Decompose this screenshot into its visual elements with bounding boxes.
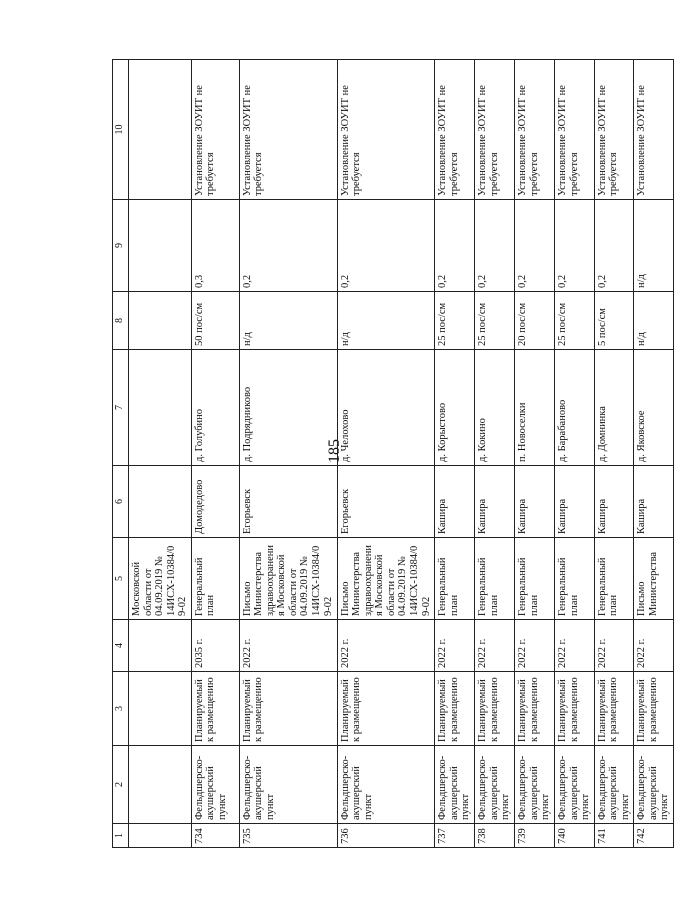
- cell-district: Кашира: [435, 466, 475, 538]
- cell-type: Фельдшерско-акушерский пункт: [515, 746, 555, 824]
- cell-year: 2022 г.: [634, 620, 674, 672]
- cell-district: Домодедово: [191, 466, 239, 538]
- cell-type: Фельдшерско-акушерский пункт: [555, 746, 595, 824]
- cell-document: Письмо Министерства здравоохранения Московской области от 04.09.2019 № 14ИСХ-10384/09-02: [239, 538, 337, 620]
- cell-capacity: [129, 292, 192, 350]
- cell-year: 2035 г.: [191, 620, 239, 672]
- cell-status: Планируемый к размещению: [555, 672, 595, 746]
- cell-document: Генеральный план: [515, 538, 555, 620]
- header-cell: 10: [113, 60, 129, 200]
- cell-zone: [129, 60, 192, 200]
- cell-status: Планируемый к размещению: [475, 672, 515, 746]
- cell-number: 738: [475, 824, 515, 848]
- cell-area: 0,2: [475, 200, 515, 292]
- cell-document: Письмо Министерства здравоохранения Московской области от 04.09.2019 № 14ИСХ-10384/09-02: [337, 538, 434, 620]
- cell-district: Кашира: [475, 466, 515, 538]
- cell-year: 2022 г.: [337, 620, 434, 672]
- cell-number: 742: [634, 824, 674, 848]
- header-cell: 8: [113, 292, 129, 350]
- cell-place: д. Барабаново: [555, 350, 595, 466]
- cell-year: [129, 620, 192, 672]
- cell-type: Фельдшерско-акушерский пункт: [191, 746, 239, 824]
- cell-type: [129, 746, 192, 824]
- cell-status: Планируемый к размещению: [435, 672, 475, 746]
- table-row: [435, 60, 475, 848]
- cell-capacity: 20 пос/см: [515, 292, 555, 350]
- cell-capacity: н/д: [634, 292, 674, 350]
- cell-capacity: 25 пос/см: [475, 292, 515, 350]
- table-row: [555, 60, 595, 848]
- cell-capacity: 50 пос/см: [191, 292, 239, 350]
- cell-area: 0,2: [515, 200, 555, 292]
- cell-number: 735: [239, 824, 337, 848]
- cell-status: Планируемый к размещению: [594, 672, 634, 746]
- cell-place: д. Домнинка: [594, 350, 634, 466]
- cell-place: д. Корыстово: [435, 350, 475, 466]
- cell-year: 2022 г.: [435, 620, 475, 672]
- cell-type: Фельдшерско-акушерский пункт: [435, 746, 475, 824]
- cell-document: Генеральный план: [594, 538, 634, 620]
- cell-zone: Установление ЗОУИТ не требуется: [594, 60, 634, 200]
- header-cell: 9: [113, 200, 129, 292]
- cell-type: Фельдшерско-акушерский пункт: [337, 746, 434, 824]
- cell-year: 2022 г.: [515, 620, 555, 672]
- cell-zone: Установление ЗОУИТ не требуется: [515, 60, 555, 200]
- cell-status: [129, 672, 192, 746]
- cell-zone: Установление ЗОУИТ не требуется: [475, 60, 515, 200]
- cell-area: 0,2: [555, 200, 595, 292]
- cell-number: 734: [191, 824, 239, 848]
- cell-number: [129, 824, 192, 848]
- cell-area: 0,2: [239, 200, 337, 292]
- cell-district: Кашира: [515, 466, 555, 538]
- cell-district: Кашира: [634, 466, 674, 538]
- header-cell: 4: [113, 620, 129, 672]
- cell-zone: Установление ЗОУИТ не: [634, 60, 674, 200]
- cell-capacity: 25 пос/см: [435, 292, 475, 350]
- table-rotation-frame: [112, 60, 671, 848]
- header-cell: 2: [113, 746, 129, 824]
- cell-capacity: н/д: [239, 292, 337, 350]
- facilities-table: [112, 59, 674, 848]
- cell-status: Планируемый к размещению: [239, 672, 337, 746]
- cell-district: [129, 466, 192, 538]
- rotated-table-container: [112, 60, 671, 848]
- cell-area: 0,2: [594, 200, 634, 292]
- cell-year: 2022 г.: [555, 620, 595, 672]
- cell-area: н/д: [634, 200, 674, 292]
- cell-number: 740: [555, 824, 595, 848]
- cell-capacity: н/д: [337, 292, 434, 350]
- header-cell: 1: [113, 824, 129, 848]
- cell-document: Генеральный план: [435, 538, 475, 620]
- cell-document: Генеральный план: [475, 538, 515, 620]
- cell-type: Фельдшерско-акушерский пункт: [239, 746, 337, 824]
- cell-district: Кашира: [594, 466, 634, 538]
- cell-document: Московской области от 04.09.2019 № 14ИСХ-10384/09-02: [129, 538, 192, 620]
- cell-zone: Установление ЗОУИТ не требуется: [191, 60, 239, 200]
- cell-area: 0,2: [435, 200, 475, 292]
- header-cell: 3: [113, 672, 129, 746]
- cell-zone: Установление ЗОУИТ не требуется: [435, 60, 475, 200]
- cell-number: 741: [594, 824, 634, 848]
- table-row: [239, 60, 337, 848]
- cell-document: Генеральный план: [555, 538, 595, 620]
- cell-type: Фельдшерско-акушерский пункт: [634, 746, 674, 824]
- cell-zone: Установление ЗОУИТ не требуется: [555, 60, 595, 200]
- cell-place: п. Новоселки: [515, 350, 555, 466]
- cell-district: Егорьевск: [239, 466, 337, 538]
- cell-year: 2022 г.: [475, 620, 515, 672]
- cell-zone: Установление ЗОУИТ не требуется: [239, 60, 337, 200]
- table-row: [594, 60, 634, 848]
- cell-status: Планируемый к размещению: [634, 672, 674, 746]
- cell-document: Генеральный план: [191, 538, 239, 620]
- cell-year: 2022 г.: [594, 620, 634, 672]
- cell-capacity: 5 пос/см: [594, 292, 634, 350]
- cell-number: 736: [337, 824, 434, 848]
- header-cell: 5: [113, 538, 129, 620]
- header-cell: 7: [113, 350, 129, 466]
- cell-status: Планируемый к размещению: [515, 672, 555, 746]
- cell-status: Планируемый к размещению: [337, 672, 434, 746]
- cell-number: 739: [515, 824, 555, 848]
- cell-document: Письмо Министерства: [634, 538, 674, 620]
- cell-place: д. Голубино: [191, 350, 239, 466]
- cell-district: Егорьевск: [337, 466, 434, 538]
- cell-place: д. Челохово: [337, 350, 434, 466]
- cell-place: д. Кокино: [475, 350, 515, 466]
- cell-place: д. Яковское: [634, 350, 674, 466]
- cell-year: 2022 г.: [239, 620, 337, 672]
- page-number: 185: [326, 439, 343, 463]
- cell-number: 737: [435, 824, 475, 848]
- cell-zone: Установление ЗОУИТ не требуется: [337, 60, 434, 200]
- cell-district: Кашира: [555, 466, 595, 538]
- cell-area: 0,3: [191, 200, 239, 292]
- table-header-row: [113, 60, 129, 848]
- cell-type: Фельдшерско-акушерский пункт: [475, 746, 515, 824]
- cell-place: [129, 350, 192, 466]
- table-row: [337, 60, 434, 848]
- table-row: [515, 60, 555, 848]
- table-row: [129, 60, 192, 848]
- cell-place: д. Подрядниково: [239, 350, 337, 466]
- cell-area: [129, 200, 192, 292]
- table-row: [191, 60, 239, 848]
- cell-type: Фельдшерско-акушерский пункт: [594, 746, 634, 824]
- cell-status: Планируемый к размещению: [191, 672, 239, 746]
- cell-capacity: 25 пос/см: [555, 292, 595, 350]
- header-cell: 6: [113, 466, 129, 538]
- cell-area: 0,2: [337, 200, 434, 292]
- table-row: [634, 60, 674, 848]
- table-row: [475, 60, 515, 848]
